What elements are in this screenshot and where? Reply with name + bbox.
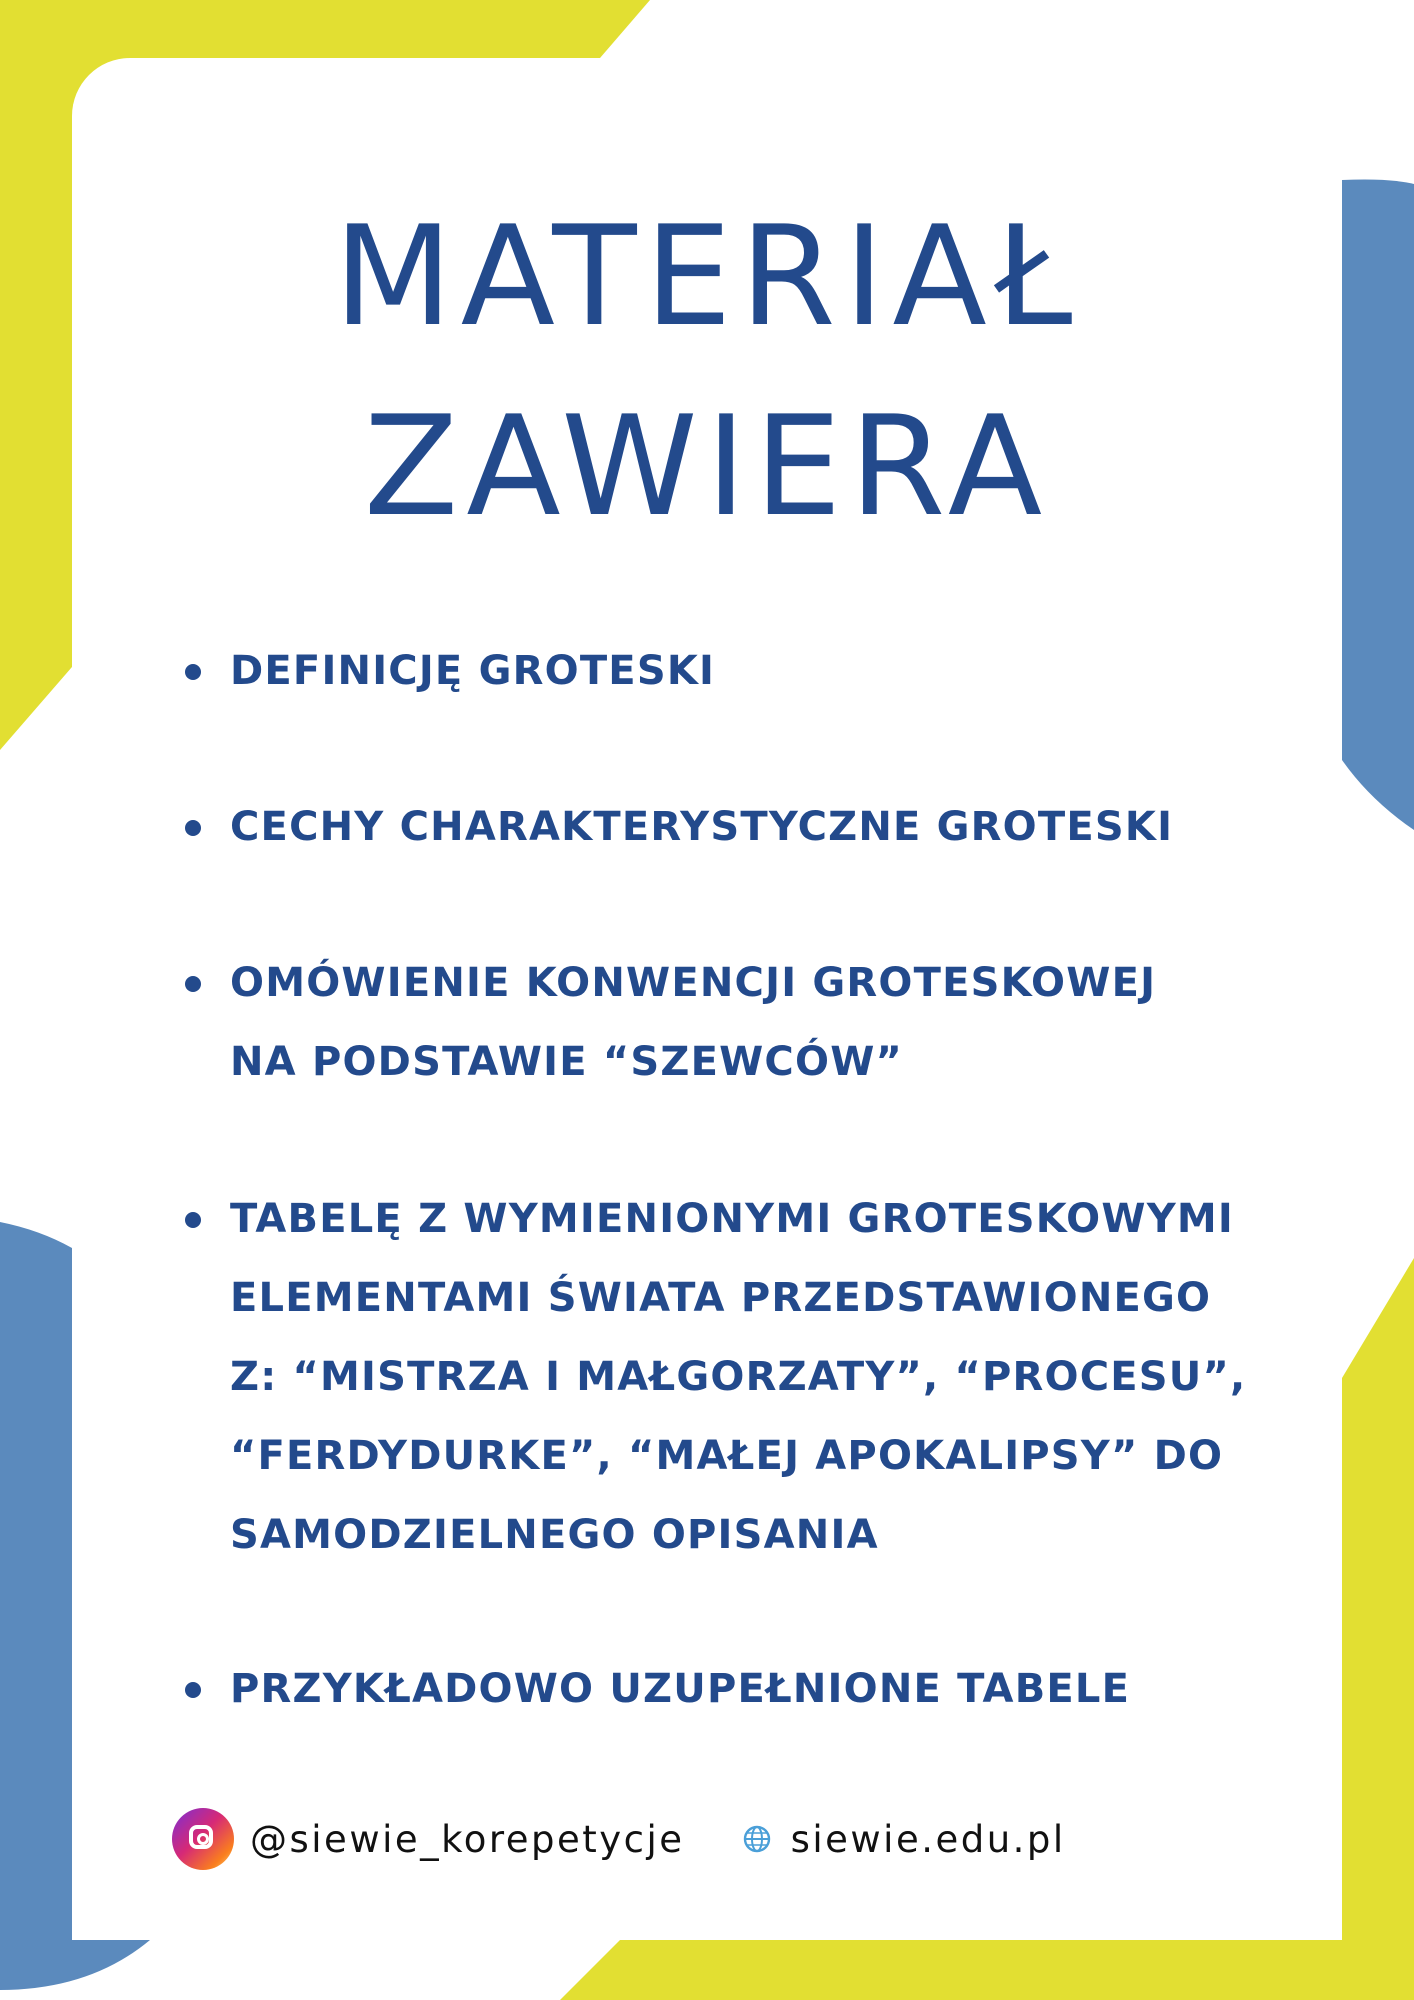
list-item [230, 788, 1340, 867]
list-item [230, 1180, 1340, 1575]
instagram-icon[interactable] [172, 1808, 234, 1870]
list-item-line: CECHY CHARAKTERYSTYCZNE GROTESKI [230, 804, 1174, 850]
instagram-handle[interactable]: @siewie_korepetycje [250, 1817, 685, 1861]
list-item-line: PRZYKŁADOWO UZUPEŁNIONE TABELE [230, 1666, 1131, 1712]
globe-icon [743, 1825, 771, 1853]
list-item-line: TABELĘ Z WYMIENIONYMI GROTESKOWYMI [230, 1196, 1234, 1242]
page-title-line-2: ZAWIERA [363, 386, 1051, 547]
list-item-line: OMÓWIENIE KONWENCJI GROTESKOWEJ [230, 960, 1157, 1006]
page-title-line-1: MATERIAŁ [333, 196, 1081, 357]
list-item [230, 944, 1340, 1102]
page-title [0, 182, 1414, 562]
list-item [230, 632, 1340, 711]
list-item-line: DEFINICJĘ GROTESKI [230, 648, 716, 694]
list-item-line: Z: “MISTRZA I MAŁGORZATY”, “PROCESU”, [230, 1354, 1247, 1400]
list-item [230, 1650, 1340, 1729]
website-link[interactable]: siewie.edu.pl [790, 1817, 1066, 1861]
list-item-line: NA PODSTAWIE “SZEWCÓW” [230, 1039, 904, 1085]
list-item-line: SAMODZIELNEGO OPISANIA [230, 1512, 879, 1558]
footer-contacts [172, 1806, 1066, 1872]
list-item-line: ELEMENTAMI ŚWIATA PRZEDSTAWIONEGO [230, 1275, 1212, 1321]
list-item-line: “FERDYDURKE”, “MAŁEJ APOKALIPSY” DO [230, 1433, 1224, 1479]
